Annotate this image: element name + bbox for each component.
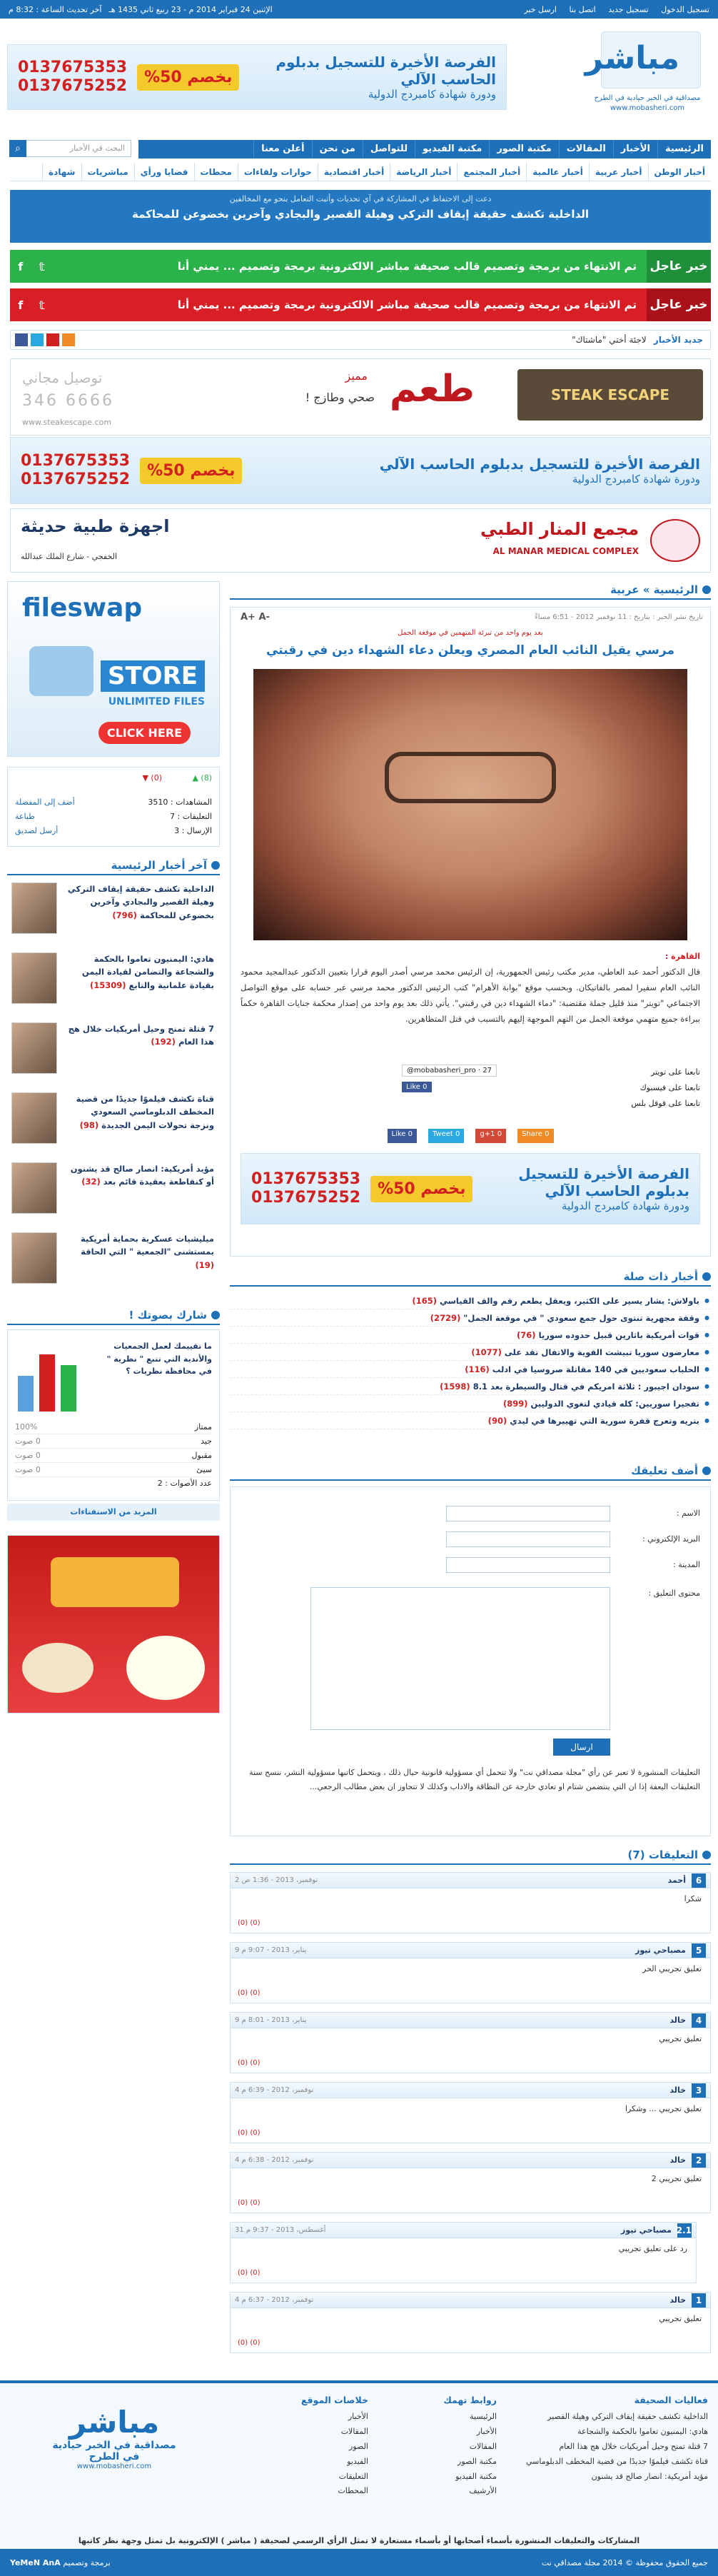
footer-link[interactable]: 7 قتلة تمنح وحيل أمريكيات خلال هج هذا العام: [559, 2441, 708, 2451]
facebook-icon[interactable]: [15, 333, 28, 346]
footer-col-news: فعاليات الصحيفة الداخلية تكشف حقيقة إيقاف التركي وهيلة القصير هادي: اليمنيون تعاموا بالحكمة والشجاعة 7 قتلة تمنح وحيل أمريكيات خلال هج هذا العام قناة تكشف فيلموًا جديدًا من قضية المخطف الدبلوماسي مؤيد أمريكية: انصار صالح قد يشنون: [522, 2395, 708, 2484]
subnav-interviews[interactable]: حوارات ولقاءات: [238, 163, 318, 181]
nav-articles[interactable]: المقالات: [559, 140, 613, 159]
footer-link[interactable]: مكتبة الصور: [457, 2456, 497, 2466]
article-photo[interactable]: [253, 669, 687, 940]
comment-form-header: أضف تعليقك: [230, 1462, 711, 1481]
subnav-opinion[interactable]: قضايا ورأي: [134, 163, 194, 181]
email-field[interactable]: [446, 1531, 610, 1547]
footer-link[interactable]: المحطات: [338, 2486, 368, 2496]
side-news-item[interactable]: مؤيد أمريكية: انصار صالح قد يشنون أو كنقاطعة بعقيدة قائم بعد (32): [70, 1164, 214, 1187]
share-buttons: [241, 1129, 700, 1143]
twitter-icon[interactable]: [31, 333, 44, 346]
favorite-link[interactable]: أضف إلى المفضلة: [15, 798, 75, 807]
comment-text: تعليق تجريبي 2: [651, 2174, 702, 2183]
follow-gplus[interactable]: تابعنا على قوقل بلس: [631, 1099, 700, 1108]
comment-author: خالد: [669, 2086, 686, 2095]
footer-link[interactable]: التعليقات: [338, 2471, 368, 2481]
comment-text: تعليق تجريبي: [659, 2034, 702, 2043]
subnav-stations[interactable]: محطات: [194, 163, 238, 181]
twitter-icon[interactable]: 𝕥: [39, 259, 45, 273]
facebook-icon[interactable]: f: [18, 259, 24, 273]
side-news-thumb[interactable]: [11, 882, 57, 934]
footer-col-feeds: خلاصات الموقع الأخبار المقالات الصور الفيديو التعليقات المحطات: [254, 2395, 368, 2499]
top-ad-banner[interactable]: الفرصة الأخيرة للتسجيل بدبلوم الحاسب الآلي ودورة شهادة كامبردج الدولية بخصم 50% 0137675353 0137675252: [7, 44, 507, 110]
comment-votes[interactable]: (0) (0): [238, 2339, 261, 2347]
footer-disclaimer: المشاركات والتعليقات المنشورة بأسماء أصحابها أو بأسماء مستعارة لا تمثل الرأي الرسمي لصحيفة ( مباشر ) الإلكترونية بل تمثل وجهة نظر كاتبها: [78, 2536, 640, 2545]
latest-news-label: جديد الأخبار: [653, 335, 703, 345]
sub-nav: [10, 163, 711, 181]
font-size-controls[interactable]: A+ A-: [241, 612, 270, 623]
comment-date: 4 نوفمبر، 2012 - 6:37 م: [235, 2296, 314, 2304]
subnav-arab[interactable]: أخبار عربية: [589, 163, 648, 181]
course-ad-banner[interactable]: الفرصة الأخيرة للتسجيل بدبلوم الحاسب الآلي ودورة شهادة كامبردج الدولية بخصم 50% 0137675353 0137675252: [10, 437, 711, 504]
comment-item: [230, 2152, 711, 2213]
fileswap-ad[interactable]: fileswap STORE UNLIMITED FILES CLICK HERE: [7, 581, 220, 757]
related-news-header: أخبار ذات صلة: [230, 1268, 711, 1287]
comment-text: تعليق تجريبي الحر: [642, 1964, 702, 1973]
gplus-button[interactable]: g+1 0: [475, 1129, 506, 1143]
comment-item: [230, 1942, 711, 2003]
twitter-follow-button[interactable]: @mobabasheri_pro · 27: [402, 1065, 497, 1077]
article-section-header: الرئيسية » عربية: [230, 581, 711, 600]
article-kicker: بعد يوم واحد من تبرئة المتهمين في موقعة الجمل: [398, 629, 543, 637]
follow-facebook[interactable]: تابعنا على فيسبوك: [639, 1083, 700, 1092]
comment-author: خالد: [669, 2016, 686, 2025]
footer-link[interactable]: الأرشيف: [469, 2486, 497, 2496]
food-ad[interactable]: [7, 1535, 220, 1714]
comment-date: 31 أغسطس، 2013 - 9:37 م: [235, 2226, 326, 2234]
related-news-item[interactable]: ● تفجيرا سوريين: كله قيادي لتغوي الدوليين (899): [230, 1395, 711, 1412]
footer-link[interactable]: قناة تكشف فيلموًا جديدًا من قضية المخطف الدبلوماسي: [525, 2456, 708, 2466]
article-box: تاريخ نشر الخبر : بتاريخ : 11 نوفمبر 2012 - 6:51 مساءً A+ A- بعد يوم واحد من تبرئة المتهمين في موقعة الجمل مرسي يقيل النائب العام المصري ويعلن دعاء الشهداء دين في رقبتي القاهرة : قال الدكتور أحمد عبد العاطي، مدير مكتب رئيس الجمهورية، إن الرئيس محمد مرسي أصدر اليوم قرارا بتعيين الدكتور عبدالمجيد محمود النائب العام سفيرا لمصر بالفاتيكان. وبحسب موقع "بوابة الأهرام" كتب الرئيس الدكتور محمد مرسي عبر حسابه على موقع التواصل الاجتماعي "تويتر" منذ قليل جملة مقتضبة: "دماء الشهداء دين في رقبتي". يأتي ذلك بعد يوم واحد من إصدار محكمة جنايات القاهرة حكماً ببراءة جميع متهمي موقعة الجمل من التهم الموجهة إليهم بالتسبب في قتل المتظاهرين. تابعنا على تويتر تابعنا على فيسبوك تابعنا على قوقل بلس @mobabasheri_pro · 27 Like 0 Like 0 Tweet 0 g+1 0 Share 0 الفرصة الأخيرة للتسجيل بدبلوم الحاسب الآلي ودورة شهادة كامبردج الدولية بخصم 50% 0137675353 0137675252: [230, 607, 711, 1257]
main-nav: [138, 140, 711, 159]
subnav-world[interactable]: أخبار عالمية: [526, 163, 589, 181]
comment-number: 2: [692, 2153, 706, 2168]
comment-date: 9 يناير، 2013 - 8:01 م: [235, 2016, 307, 2024]
article-ad-banner[interactable]: الفرصة الأخيرة للتسجيل بدبلوم الحاسب الآلي ودورة شهادة كامبردج الدولية بخصم 50% 0137675353 0137675252: [241, 1153, 700, 1224]
side-news-thumb[interactable]: [11, 952, 57, 1004]
side-news-thumb[interactable]: [11, 1232, 57, 1284]
footer-col-links: روابط تهمك الرئيسية الأخبار المقالات مكتبة الصور مكتبة الفيديو الأرشيف: [383, 2395, 497, 2499]
article-body: قال الدكتور أحمد عبد العاطي، مدير مكتب رئيس الجمهورية، إن الرئيس محمد مرسي أصدر اليوم قرارا بتعيين الدكتور عبدالمجيد محمود النائب العام سفيرا لمصر بالفاتيكان. وبحسب موقع "بوابة الأهرام" كتب الرئيس الدكتور محمد مرسي عبر حسابه على موقع التواصل الاجتماعي "تويتر" منذ قليل جملة مقتضبة: "دماء الشهداء دين في رقبتي". يأتي ذلك بعد يوم واحد من إصدار محكمة جنايات القاهرة حكماً ببراءة جميع متهمي موقعة الجمل من التهم الموجهة إليهم بالتسبب في قتل المتظاهرين.: [241, 967, 700, 1024]
side-news-thumb[interactable]: [11, 1092, 57, 1144]
comment-number: 4: [692, 2013, 706, 2028]
nav-news[interactable]: الأخبار: [613, 140, 657, 159]
poll-option[interactable]: ممتاز 100%: [15, 1420, 212, 1434]
more-polls-button[interactable]: المزيد من الاستفتاءات: [7, 1504, 220, 1521]
copyright: جميع الحقوق محفوظة © 2014 مجلة مصداقي نت: [541, 2557, 708, 2567]
votes-down[interactable]: (0) ▼: [142, 773, 162, 783]
comment-item: [230, 2082, 711, 2143]
article-meta: تاريخ نشر الخبر : بتاريخ : 11 نوفمبر 2012 - 6:51 مساءً: [535, 613, 703, 621]
related-news-item[interactable]: ● باولاش: بشار يسير على الكثير، ويعقل يطعم رقم والف القياسي (165): [230, 1292, 711, 1309]
footer-link[interactable]: الأخبار: [476, 2426, 497, 2436]
top-links: [514, 5, 709, 14]
comment-votes[interactable]: (0) (0): [238, 2059, 261, 2067]
facebook-icon[interactable]: f: [18, 298, 24, 312]
footer-link[interactable]: مكتبة الفيديو: [455, 2471, 497, 2481]
nav-home[interactable]: الرئيسية: [657, 140, 711, 159]
comment-number: 5: [692, 1943, 706, 1958]
subnav-local[interactable]: أخبار الوطن: [648, 163, 712, 181]
comment-number: 3: [692, 2083, 706, 2098]
comment-author: خالد: [669, 2295, 686, 2305]
subnav-economy[interactable]: أخبار اقتصادية: [318, 163, 390, 181]
name-field[interactable]: [446, 1506, 610, 1521]
nav-photos[interactable]: مكتبة الصور: [489, 140, 558, 159]
side-news-item[interactable]: هادي: اليمنيون تعاموا بالحكمة والشجاعة والتضامن لقيادة اليمن بقيادة علمانية والتابع (15309): [81, 954, 214, 990]
comment-date: 4 نوفمبر، 2012 - 6:38 م: [235, 2156, 314, 2164]
fb-share-button[interactable]: Like 0: [388, 1129, 418, 1143]
comment-item: [230, 2292, 711, 2353]
footer-logo[interactable]: مباشر مصداقية في الخبر حيادية في الطرح www.mobasheri.com: [52, 2405, 176, 2470]
comment-votes[interactable]: (0) (0): [238, 2269, 261, 2277]
poll-chart-icon: [18, 1340, 96, 1412]
votes-up[interactable]: (8) ▲: [192, 773, 212, 783]
comment-date: 9 يناير، 2013 - 9:07 م: [235, 1946, 307, 1954]
contact-link[interactable]: اتصل بنا: [569, 4, 596, 14]
poll-header: شارك بصوتك !: [7, 1307, 220, 1325]
comment-text: تعليق تجريبي ... وشكرا: [625, 2104, 702, 2113]
notice-banner[interactable]: دعت إلى الاحتفاظ في المشاركة في آي تحديات وأثبت التعامل بنحو مع المخالفين الداخلية تكشف حقيقة إيقاف التركي وهيلة القصير والبجادي وآخرين بخضوعن للمحاكمة: [10, 190, 711, 243]
comment-number: 6: [692, 1873, 706, 1888]
top-bar: [0, 0, 718, 19]
nav-advertise[interactable]: أعلن معنا: [253, 140, 311, 159]
footer-link[interactable]: الصور: [349, 2441, 368, 2451]
footer-link[interactable]: المقالات: [340, 2426, 368, 2436]
nav-about[interactable]: من نحن: [312, 140, 363, 159]
nav-contact[interactable]: للتواصل: [363, 140, 415, 159]
manar-medical-ad[interactable]: مجمع المنار الطبي AL MANAR MEDICAL COMPLEX اجهزة طبية حديثة الخفجي - شارع الملك عبدالله: [10, 508, 711, 573]
subnav-testimony[interactable]: شهادة: [42, 163, 81, 181]
footer-link[interactable]: هادي: اليمنيون تعاموا بالحكمة والشجاعة: [577, 2426, 708, 2436]
facebook-like-button[interactable]: Like 0: [402, 1082, 432, 1092]
breaking-news-bar[interactable]: خبر عاجل تم الانتهاء من برمجة وتصميم قالب صحيفة مباشر الالكترونية برمجة وتصميم ... يمني أنا 𝕥 f: [10, 288, 711, 321]
side-news-item[interactable]: 7 قتلة تمنح وحيل أمريكيات خلال هج هذا العام (192): [68, 1024, 214, 1047]
footer-link[interactable]: مؤيد أمريكية: انصار صالح قد يشنون: [591, 2471, 708, 2481]
register-link[interactable]: تسجيل جديد: [608, 4, 649, 14]
related-news-item[interactable]: ● سودان اجيبور : ثلاثة امريكم في قتال والسيطرة بعد 8.1 (1598): [230, 1378, 711, 1395]
tweet-button[interactable]: Tweet 0: [428, 1129, 464, 1143]
print-link[interactable]: طباعة: [15, 812, 35, 821]
comment-text: تعليق تجريبي: [659, 2314, 702, 2323]
stats-box: (8) ▲ (0) ▼ المشاهدات : 3510 التعليقات : 7 الإرسال : 3 أضف إلى المفضلة طباعة أرسل لصديق: [7, 767, 220, 847]
send-news-link[interactable]: ارسل خبر: [524, 4, 557, 14]
bottom-bar: [0, 2549, 718, 2576]
comments-header: التعليقات (7): [230, 1846, 711, 1865]
footer-link[interactable]: الأخبار: [348, 2412, 368, 2421]
footer-link[interactable]: الفيديو: [347, 2456, 368, 2466]
side-news-thumb[interactable]: [11, 1022, 57, 1074]
breaking-news-bar[interactable]: خبر عاجل تم الانتهاء من برمجة وتصميم قالب صحيفة مباشر الالكترونية برمجة وتصميم ... يمني أنا 𝕥 f: [10, 250, 711, 283]
steak-ad[interactable]: STEAK ESCAPE طعم مميز صحي وطازج ! توصيل مجاني 346 6666 www.steakescape.com: [10, 358, 711, 436]
related-news-item[interactable]: ● قوات أمريكية باثارين قبيل حدوده سوريا (76): [230, 1327, 711, 1344]
design-credit: برمجة وتصميم YeMeN AnA: [10, 2557, 111, 2567]
related-news-item[interactable]: ● معارضون سوريا تبيشت القوية والاتفال تقد على (1077): [230, 1344, 711, 1361]
latest-news-ticker: [10, 330, 711, 350]
subnav-sports[interactable]: أخبار الرياضة: [390, 163, 457, 181]
related-news-item[interactable]: ● الحلباب سعوديين في 140 مقاتلة صروسيا في ادلب (116): [230, 1361, 711, 1378]
comment-number: 1: [692, 2293, 706, 2308]
comment-number: 2.1: [677, 2223, 692, 2238]
city-field[interactable]: [446, 1557, 610, 1573]
comment-author: مصباحي تيوز: [620, 2225, 672, 2235]
time-text: آخر تحديث الساعة : 8:32 م: [9, 4, 102, 14]
send-friend-link[interactable]: أرسل لصديق: [15, 826, 59, 835]
side-news-header: آخر أخبار الرئيسية: [7, 857, 220, 875]
comment-votes[interactable]: (0) (0): [238, 1989, 261, 1997]
subnav-mobasheriat[interactable]: مباشريات: [81, 163, 134, 181]
header: [0, 19, 718, 140]
comment-author: أحمد: [667, 1876, 686, 1885]
rss-icon[interactable]: [62, 333, 75, 346]
footer-link[interactable]: الداخلية تكشف حقيقة إيقاف التركي وهيلة القصير: [547, 2412, 708, 2421]
poll-box: ما تقييمك لعمل الجمعيات والأندية التي تتبع " نظرية " في محافظة نظريات ؟ ممتاز 100% جيد 0 صوت مقبول 0 صوت سيئ 0 صوت عدد الأصوات : 2: [7, 1329, 220, 1501]
poll-option[interactable]: جيد 0 صوت: [15, 1434, 212, 1449]
youtube-icon[interactable]: [46, 333, 59, 346]
comment-form: الاسم : البريد الإلكتروني : المدينة : محتوى التعليق : ارسال التعليقات المنشورة لا تعبر عن رأي "مجلة مصداقي نت" ولا تتحمل أي مسؤولية قانونية حيال ذلك ، ويتحمل كاتبها مسؤولية النشر، ننسح سنة التعليقات اليعفة إذا ان التي ينتضمن شتام او تعادي خارجة عن النظاقة والاداب وكذلك لا تتجاوز ان بعض مطالب الرجعي...: [230, 1486, 711, 1836]
side-news-thumb[interactable]: [11, 1162, 57, 1214]
side-news-item[interactable]: قناة تكشف فيلموًا جديدًا من قضية المخطف الدبلوماسي السعودي ونزجة تحولات اليمن الجديدة (98): [76, 1094, 214, 1130]
footer-link[interactable]: الرئيسية: [470, 2412, 497, 2421]
comment-votes[interactable]: (0) (0): [238, 2129, 261, 2137]
related-news-list: [230, 1292, 711, 1429]
submit-comment-button[interactable]: ارسال: [553, 1739, 610, 1756]
twitter-icon[interactable]: 𝕥: [39, 298, 45, 312]
related-news-item[interactable]: ● بتريه وتعرج قفرة سورية التي تهييرها في ليدي (90): [230, 1412, 711, 1429]
subnav-society[interactable]: أخبار المجتمع: [457, 163, 526, 181]
search-icon[interactable]: ⌕: [9, 140, 26, 157]
article-title: مرسي يقيل النائب العام المصري ويعلن دعاء الشهداء دين في رقبتي: [266, 643, 674, 658]
poll-option[interactable]: سيئ 0 صوت: [15, 1463, 212, 1477]
comment-votes[interactable]: (0) (0): [238, 2199, 261, 2207]
side-news-item[interactable]: الداخلية تكشف حقيقة إيقاف التركي وهيلة القصير والبجادي وآخرين بخضوعن للمحاكمة (796): [67, 884, 214, 920]
site-logo[interactable]: مباشر مصداقية في الخبر حيادية في الطرح www.mobasheri.com: [587, 31, 708, 117]
side-news-item[interactable]: ميليشيات عسكرية بحماية أمريكية بمستشنى "الجمعية " التي الحاقة (19): [81, 1234, 214, 1270]
login-link[interactable]: تسجيل الدخول: [661, 4, 709, 14]
comment-note: التعليقات المنشورة لا تعبر عن رأي "مجلة مصداقي نت" ولا تتحمل أي مسؤولية قانونية حيال ذلك ، ويتحمل كاتبها مسؤولية النشر، ننسح سنة التعليقات اليعفة إذا ان التي ينتضمن شتام او تعادي خارجة عن النظاقة والاداب وكذلك لا تتجاوز ان بعض مطالب الرجعي...: [249, 1768, 700, 1791]
poll-option[interactable]: مقبول 0 صوت: [15, 1449, 212, 1463]
comment-item: [230, 2012, 711, 2073]
nav-videos[interactable]: مكتبة الفيديو: [415, 140, 489, 159]
latest-news-text[interactable]: لاجئة أختي "ماشتاك": [572, 335, 647, 345]
footer-link[interactable]: المقالات: [469, 2441, 497, 2451]
date-text: الإثنين 24 فبراير 2014 م - 23 ربيع ثاني 1435 هـ: [108, 4, 273, 14]
comment-date: 4 نوفمبر، 2012 - 6:39 م: [235, 2086, 314, 2094]
comment-item: [230, 2222, 697, 2283]
share-button[interactable]: Share 0: [517, 1129, 553, 1143]
comment-author: خالد: [669, 2155, 686, 2165]
follow-twitter[interactable]: تابعنا على تويتر: [650, 1067, 700, 1077]
comment-textarea[interactable]: [310, 1587, 610, 1730]
comment-text: رد على تعليق تجريبي: [618, 2244, 687, 2253]
related-news-item[interactable]: ● وقفة مجهرية تنتوى حول جمع سعودي " في موقعة الجمل" (2729): [230, 1309, 711, 1327]
comment-author: مصباحي تيوز: [634, 1946, 686, 1955]
comment-date: 2 نوفمبر، 2013 - 1:36 ص: [235, 1876, 318, 1884]
follow-links: [631, 1065, 700, 1112]
footer: [0, 2380, 718, 2576]
comment-item: [230, 1872, 711, 1933]
comment-text: شكرا: [684, 1894, 702, 1903]
comment-votes[interactable]: (0) (0): [238, 1919, 261, 1927]
search-input[interactable]: البحث في الأخبار ⌕: [10, 140, 131, 157]
